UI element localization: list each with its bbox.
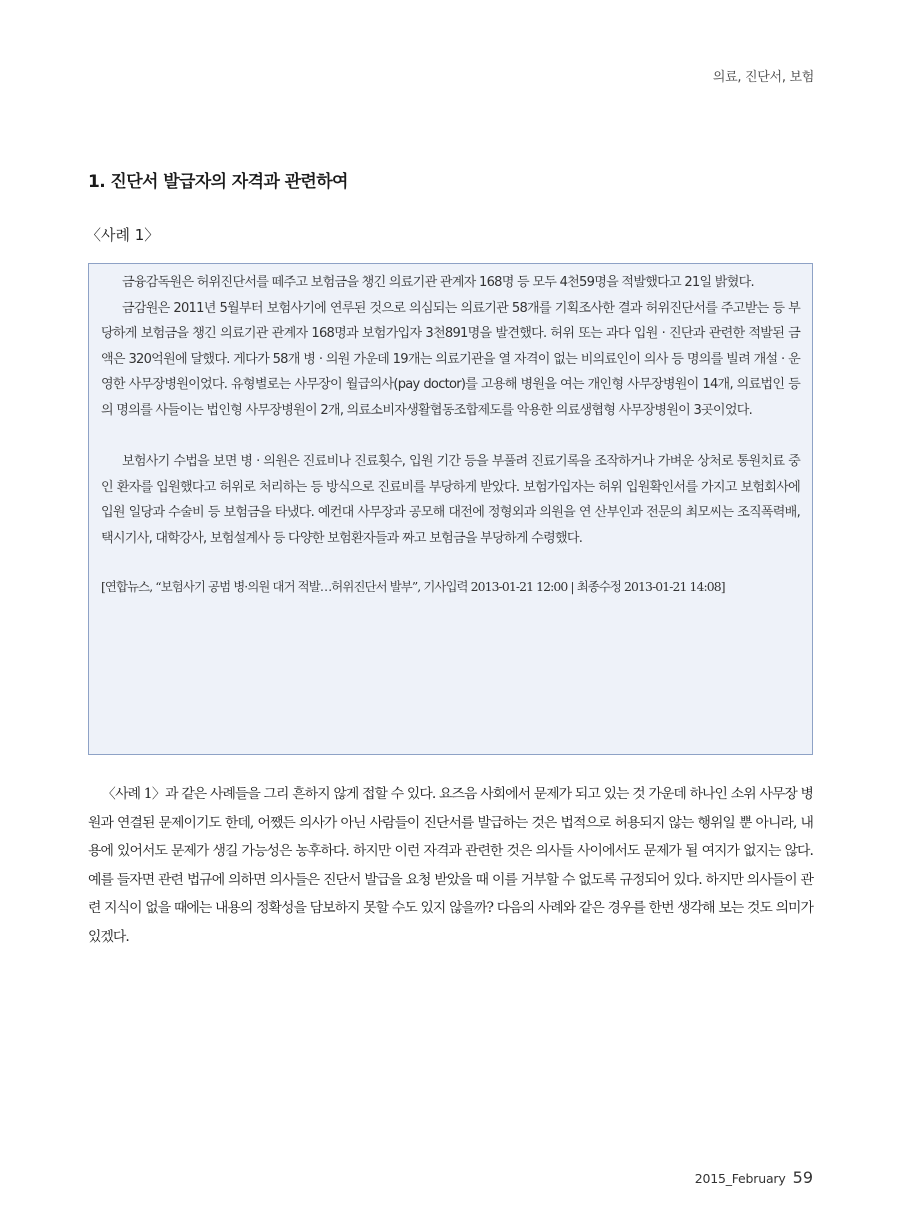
case-label: 〈사례 1〉 xyxy=(86,226,160,244)
body-paragraph: 〈사례 1〉과 같은 사례들을 그리 흔하지 않게 접할 수 있다. 요즈음 사회에서 문제가 되고 있는 것 가운데 하나인 소위 사무장 병원과 연결된 문제이기도 한데, 어쨌든 의사가 아닌 사람들이 진단서를 발급하는 것은 법적으로 허용되지 않는 행위일 뿐 아니라, 내용에 있어서도 문제가 생길 가능성은 농후하다. 하지만 이런 자격과 관련한 것은 의사들 사이에서도 문제가 될 여지가 없지는 않다. 예를 들자면 관련 법규에 의하면 의사들은 진단서 발급을 요청 받았을 때 이를 거부할 수 없도록 규정되어 있다. 하지만 의사들이 관련 지식이 없을 때에는 내용의 정확성을 담보하지 못할 수도 있지 않을까? 다음의 사례와 같은 경우를 한번 생각해 보는 것도 의미가 있겠다. xyxy=(88,786,813,945)
case-paragraph: 금감원은 2011년 5월부터 보험사기에 연루된 것으로 의심되는 의료기관 58개를 기획조사한 결과 허위진단서를 주고받는 등 부당하게 보험금을 챙긴 의료기관 관계자 168명과 보험가입자 3천891명을 발견했다. 허위 또는 과다 입원 · 진단과 관련한 적발된 금액은 320억원에 달했다. 게다가 58개 병 · 의원 가운데 19개는 의료기관을 열 자격이 없는 비의료인이 의사 등 명의를 빌려 개설 · 운영한 사무장병원이었다. 유형별로는 사무장이 월급의사(pay doctor)를 고용해 병원을 여는 개인형 사무장병원이 14개, 의료법인 등의 명의를 사들이는 법인형 사무장병원이 2개, 의료소비자생활협동조합제도를 악용한 의료생협형 사무장병원이 3곳이었다. xyxy=(101,300,800,418)
case-paragraph: 금융감독원은 허위진단서를 떼주고 보험금을 챙긴 의료기관 관계자 168명 등 모두 4천59명을 적발했다고 21일 밝혔다. xyxy=(121,275,754,290)
issue-label: 2015_February xyxy=(694,1171,786,1186)
case-paragraph: 보험사기 수법을 보면 병 · 의원은 진료비나 진료횟수, 입원 기간 등을 부풀려 진료기록을 조작하거나 가벼운 상처로 통원치료 중인 환자를 입원했다고 허위로 처리하는 등 방식으로 진료비를 부당하게 받았다. 보험가입자는 허위 입원확인서를 가지고 보험회사에 입원 일당과 수술비 등 보험금을 타냈다. 예컨대 사무장과 공모해 대전에 정형외과 의원을 연 산부인과 전문의 최모씨는 조직폭력배, 택시기사, 대학강사, 보험설계사 등 다양한 보험환자들과 짜고 보험금을 부당하게 수령했다. xyxy=(101,454,800,546)
running-header: 의료, 진단서, 보험 xyxy=(712,70,814,85)
page-folio xyxy=(695,1168,813,1187)
page-number: 59 xyxy=(792,1168,813,1187)
body-text xyxy=(88,780,813,951)
section-title: 1. 진단서 발급자의 자격과 관련하여 xyxy=(88,172,348,192)
case-source-citation: [연합뉴스, “보험사기 공범 병·의원 대거 적발…허위진단서 발부”, 기사입력 2013-01-21 12:00 | 최종수정 2013-01-21 14:08] xyxy=(101,579,725,594)
case-quote-box xyxy=(88,263,813,755)
